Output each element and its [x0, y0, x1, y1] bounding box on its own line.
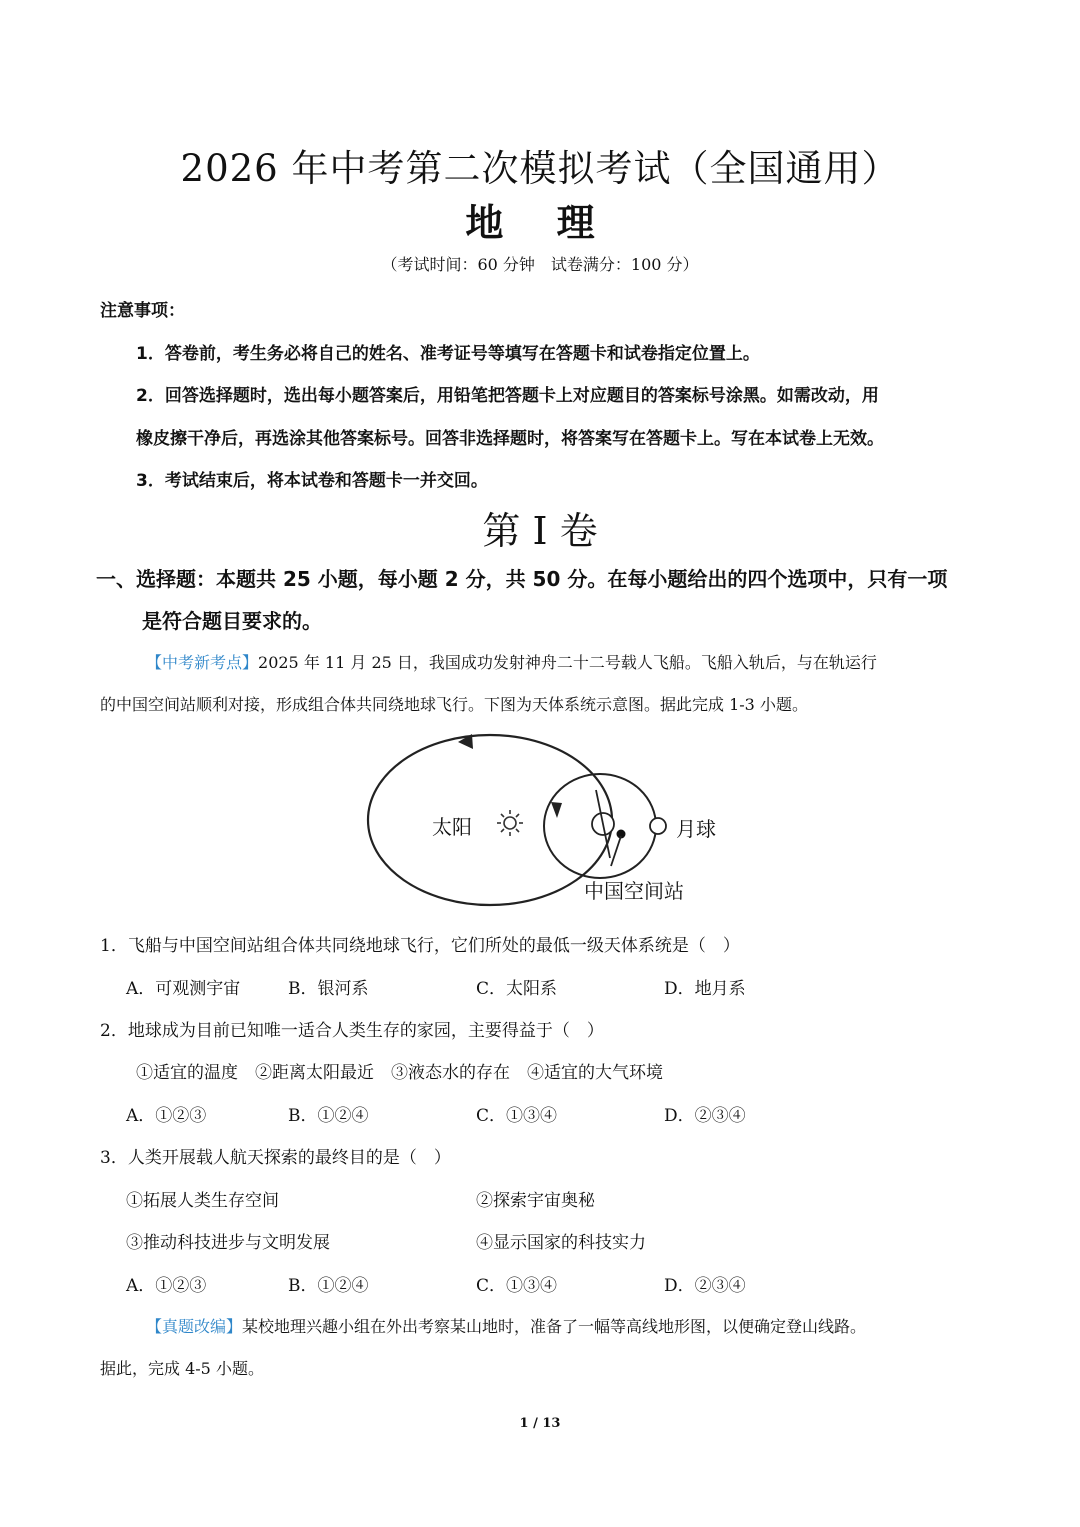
subject-title: 地 理: [465, 201, 615, 245]
passage-2-line1: [146, 1314, 866, 1337]
q1-option-a: A．可观测宇宙: [126, 979, 241, 999]
passage-2-line2: 据此，完成 4-5 小题。: [100, 1359, 264, 1378]
q3-item-4: ④显示国家的科技实力: [476, 1233, 646, 1253]
question-1-stem: 1．飞船与中国空间站组合体共同绕地球飞行，它们所处的最低一级天体系统是（ ）: [100, 936, 740, 956]
passage-1-tag: 【中考新考点】: [146, 653, 259, 672]
question-2-stem: 2．地球成为目前已知唯一适合人类生存的家园，主要得益于（ ）: [100, 1021, 604, 1041]
exam-info: （考试时间：60 分钟 试卷满分：100 分）: [381, 255, 699, 274]
q2-option-b: B．①②④: [288, 1106, 369, 1126]
sun-icon: [497, 810, 523, 836]
section-heading-line2: 是符合题目要求的。: [142, 609, 322, 633]
notice-item-2-line1: 2．回答选择题时，选出每小题答案后，用铅笔把答题卡上对应题目的答案标号涂黑。如需改动，用: [136, 386, 879, 406]
exam-title: 2026 年中考第二次模拟考试（全国通用）: [180, 147, 900, 190]
q1-option-c: C．太阳系: [476, 979, 558, 999]
passage-2-tag: 【真题改编】: [146, 1317, 243, 1336]
q2-option-d: D．②③④: [664, 1106, 746, 1126]
earth-orbit: [368, 735, 612, 905]
q3-option-d: D．②③④: [664, 1276, 746, 1296]
volume-title: 第 I 卷: [482, 509, 598, 553]
q2-option-c: C．①③④: [476, 1106, 558, 1126]
q3-option-c: C．①③④: [476, 1276, 558, 1296]
passage-1-line2: 的中国空间站顺利对接，形成组合体共同绕地球飞行。下图为天体系统示意图。据此完成 1-3 小题。: [100, 695, 808, 714]
q2-option-a: A．①②③: [126, 1106, 207, 1126]
station-pointer-line: [611, 836, 621, 866]
q1-option-b: B．银河系: [288, 979, 369, 999]
q3-item-1: ①拓展人类生存空间: [126, 1191, 279, 1211]
passage-1-line1-text: 2025 年 11 月 25 日，我国成功发射神舟二十二号载人飞船。飞船入轨后，与在轨运行: [258, 653, 877, 672]
section-heading-line1: 一、选择题：本题共 25 小题，每小题 2 分，共 50 分。在每小题给出的四个选项中，只有一项: [96, 567, 948, 591]
q3-option-a: A．①②③: [126, 1276, 207, 1296]
notice-item-2-line2: 橡皮擦干净后，再选涂其他答案标号。回答非选择题时，将答案写在答题卡上。写在本试卷上无效。: [136, 429, 884, 449]
q3-option-b: B．①②④: [288, 1276, 369, 1296]
moon-icon: [650, 818, 666, 834]
passage-1-line1: [146, 650, 877, 673]
q3-item-2: ②探索宇宙奥秘: [476, 1191, 595, 1211]
notice-item-3: 3．考试结束后，将本试卷和答题卡一并交回。: [136, 471, 488, 491]
sun-label: 太阳: [432, 815, 472, 839]
q2-items: ①适宜的温度 ②距离太阳最近 ③液态水的存在 ④适宜的大气环境: [136, 1063, 663, 1083]
page-number: 1 / 13: [519, 1416, 561, 1431]
q1-option-d: D．地月系: [664, 979, 746, 999]
passage-2-line1-text: 某校地理兴趣小组在外出考察某山地时，准备了一幅等高线地形图，以便确定登山线路。: [242, 1317, 867, 1336]
notice-heading: 注意事项：: [100, 301, 185, 321]
notice-item-1: 1．答卷前，考生务必将自己的姓名、准考证号等填写在答题卡和试卷指定位置上。: [136, 344, 760, 364]
station-label: 中国空间站: [584, 879, 684, 903]
question-3-stem: 3．人类开展载人航天探索的最终目的是（ ）: [100, 1148, 451, 1168]
moon-orbit-arrow-icon: [551, 802, 562, 818]
q3-item-3: ③推动科技进步与文明发展: [126, 1233, 330, 1253]
moon-label: 月球: [676, 817, 716, 841]
